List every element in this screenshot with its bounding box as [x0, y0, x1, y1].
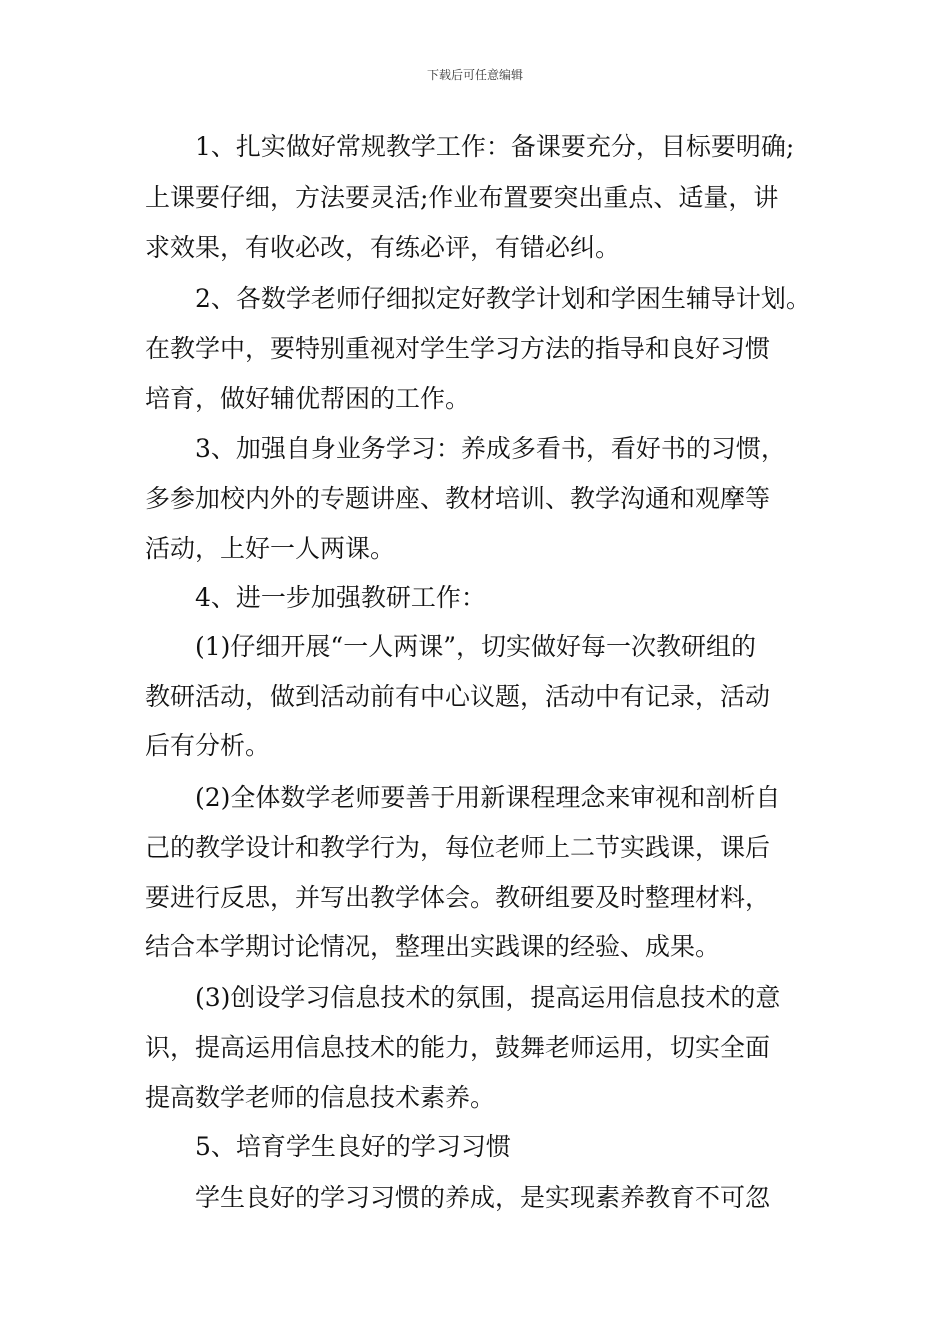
text-line: 活动，上好一人两课。: [145, 534, 396, 563]
text-line: 要进行反思，并写出教学体会。教研组要及时整理材料，: [145, 883, 771, 912]
text-line: (2)全体数学老师要善于用新课程理念来审视和剖析自: [145, 783, 781, 812]
text-line: 上课要仔细，方法要灵活;作业布置要突出重点、适量，讲: [145, 183, 779, 212]
page-header: 下载后可任意编辑: [426, 68, 523, 82]
text-line: (1)仔细开展“一人两课”，切实做好每一次教研组的: [145, 632, 756, 661]
text-line: 后有分析。: [145, 731, 271, 760]
text-line: 识，提高运用信息技术的能力，鼓舞老师运用，切实全面: [145, 1033, 771, 1062]
text-line: 1、扎实做好常规教学工作：备课要充分，目标要明确;: [145, 132, 795, 161]
text-line: 教研活动，做到活动前有中心议题，活动中有记录，活动: [145, 682, 771, 711]
text-line: 求效果，有收必改，有练必评，有错必纠。: [145, 233, 621, 262]
text-line: 学生良好的学习习惯的养成，是实现素养教育不可忽: [145, 1183, 771, 1212]
text-line: 在教学中，要特别重视对学生学习方法的指导和良好习惯: [145, 334, 771, 363]
text-line: (3)创设学习信息技术的氛围，提高运用信息技术的意: [145, 983, 781, 1012]
text-line: 4、进一步加强教研工作：: [145, 583, 486, 612]
text-line: 培育，做好辅优帮困的工作。: [145, 384, 471, 413]
text-line: 提高数学老师的信息技术素养。: [145, 1083, 496, 1112]
text-line: 3、加强自身业务学习：养成多看书，看好书的习惯，: [145, 434, 786, 463]
text-line: 2、各数学老师仔细拟定好教学计划和学困生辅导计划。: [145, 284, 811, 313]
text-line: 结合本学期讨论情况，整理出实践课的经验、成果。: [145, 932, 721, 961]
text-line: 5、培育学生良好的学习习惯: [145, 1132, 511, 1161]
text-line: 己的教学设计和教学行为，每位老师上二节实践课，课后: [145, 833, 771, 862]
text-line: 多参加校内外的专题讲座、教材培训、教学沟通和观摩等: [145, 484, 771, 513]
